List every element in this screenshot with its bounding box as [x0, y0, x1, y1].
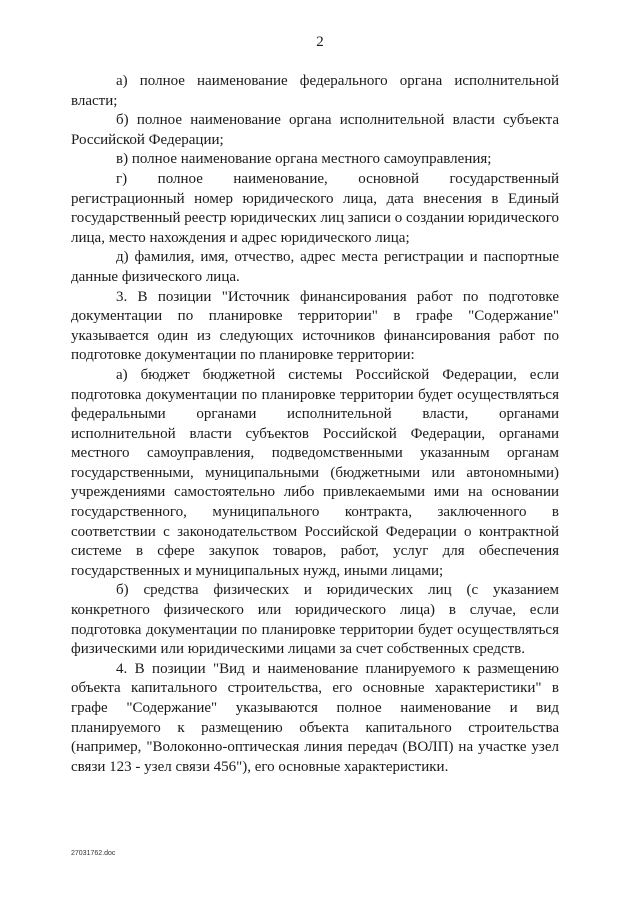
paragraph-v-local: в) полное наименование органа местного самоуправления;: [116, 151, 492, 168]
page-number: 2: [316, 34, 324, 50]
paragraph-a-federal: а) полное наименование федерального органа исполнительной власти;: [71, 73, 559, 109]
file-name-footer: 27031762.doc: [71, 850, 116, 857]
paragraph-d-individual: д) фамилия, имя, отчество, адрес места регистрации и паспортные данные физического лица.: [71, 249, 559, 285]
paragraph-3a-budget: а) бюджет бюджетной системы Российской Федерации, если подготовка документации по планировке территории будет осуществляться федеральными органами исполнительной власти, органами исполнительной власти субъектов Российской Федерации, органами местного самоуправления, подведомственными указанным органам государственными, муниципальными (бюджетными или автономными) учреждениями самостоятельно либо привлекаемыми ими на основании государственного, муниципального контракта, заключенного в соответствии с законодательством Российской Федерации о контрактной системе в сфере закупок товаров, работ, услуг для обеспечения государственных и муниципальных нужд, иными лицами;: [71, 366, 559, 579]
paragraph-3b-own-funds: б) средства физических и юридических лиц (с указанием конкретного физического или юридического лица) в случае, если подготовка документации по планировке территории будет осуществляться физическими или юридическими лицами за счет собственных средств.: [71, 582, 559, 658]
paragraph-g-legal-entity: г) полное наименование, основной государственный регистрационный номер юридического лица, дата внесения в Единый государственный реестр юридических лиц записи о создании юридического лица, место нахождения и адрес юридического лица;: [71, 170, 559, 246]
paragraph-b-subject: б) полное наименование органа исполнительной власти субъекта Российской Федерации;: [71, 112, 559, 148]
paragraph-4-object-type: 4. В позиции "Вид и наименование планируемого к размещению объекта капитального строительства, его основные характеристики" в графе "Содержание" указываются полное наименование и вид планируемого к размещению объекта капитального строительства (например, "Волоконно-оптическая линия передач (ВОЛП) на участке узел связи 123 - узел связи 456"), его основные характеристики.: [71, 660, 559, 775]
document-body: [71, 72, 559, 777]
paragraph-3-financing: 3. В позиции "Источник финансирования работ по подготовке документации по планировке территории" в графе "Содержание" указывается один из следующих источников финансирования работ по подготовке документации по планировке территории:: [71, 288, 559, 364]
